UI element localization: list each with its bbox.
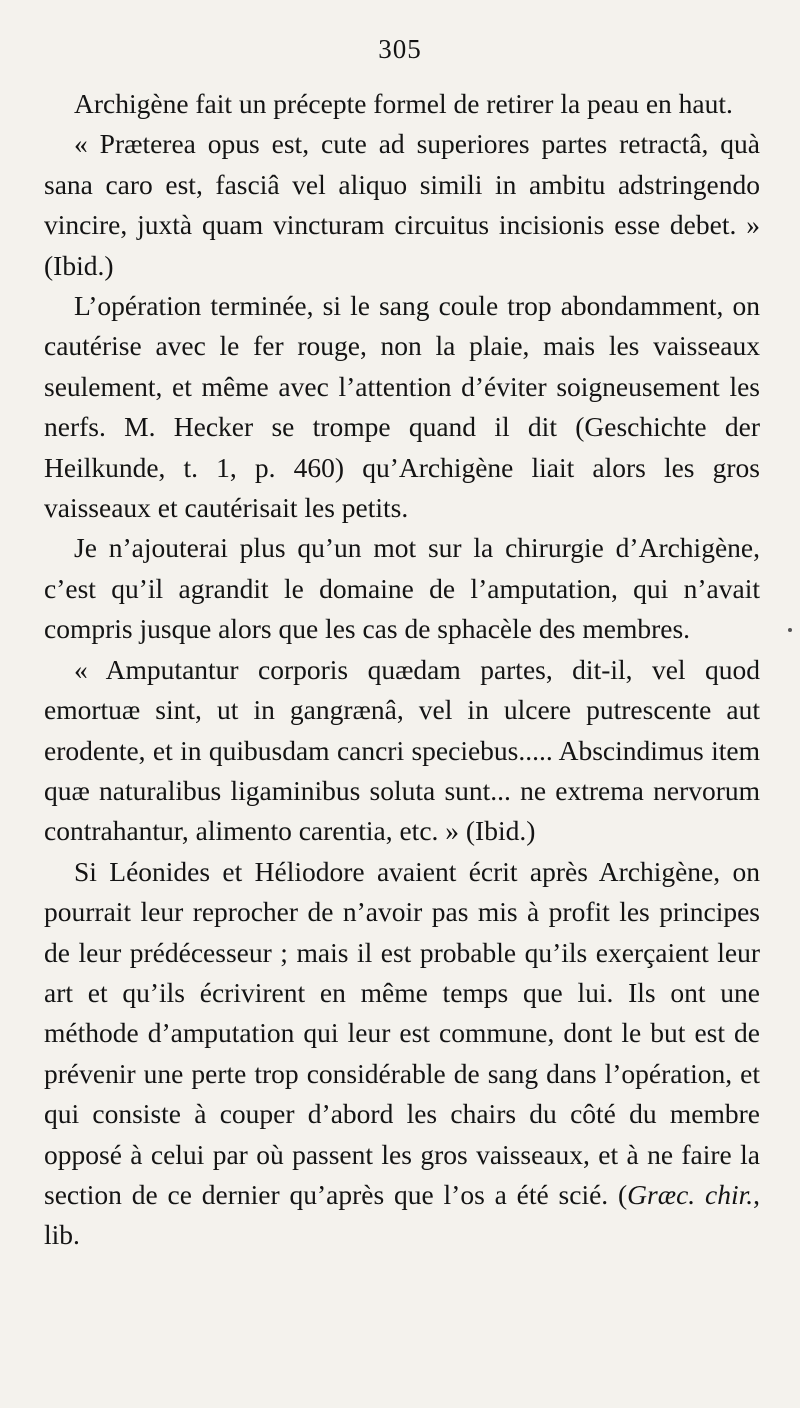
paragraph-2: « Præterea opus est, cute ad superiores partes retractâ, quà sana caro est, fasciâ vel aliquo simili in ambitu adstringendo vincire, juxtà quam vincturam circuitus incisionis esse debet. » (Ibid.) xyxy=(44,128,760,281)
paragraph-6-tail: , lib. xyxy=(44,1178,760,1251)
page-number: 305 xyxy=(378,34,422,64)
paragraph-3: L’opération terminée, si le sang coule trop abondamment, on cautérise avec le fer rouge, non la plaie, mais les vaisseaux seulement, et même avec l’attention d’éviter soigneusement les nerfs. M. Hecker se trompe quand il dit (Geschichte der Heilkunde, t. 1, p. 460) qu’Archigène liait alors les gros vaisseaux et cautérisait les petits. xyxy=(44,290,760,524)
paragraph-6 xyxy=(44,852,760,1256)
paragraph-1: Archigène fait un précepte formel de retirer la peau en haut. xyxy=(74,88,733,119)
citation-title: Græc. chir. xyxy=(627,1178,754,1210)
paragraph-4: Je n’ajouterai plus qu’un mot sur la chirurgie d’Archigène, c’est qu’il agrandit le domaine de l’amputation, qui n’avait compris jusque alors que les cas de sphacèle des membres. xyxy=(44,532,760,645)
ink-speck xyxy=(788,628,792,632)
paragraph-5: « Amputantur corporis quædam partes, dit-il, vel quod emortuæ sint, ut in gangrænâ, vel in ulcere putrescente aut erodente, et in quibusdam cancri speciebus..... Abscindimus item quæ naturalibus ligaminibus soluta sunt... ne extrema nervorum contrahantur, alimento carentia, etc. » (Ibid.) xyxy=(44,653,760,847)
paragraph-6-text: Si Léonides et Héliodore avaient écrit après Archigène, on pourrait leur reprocher de n’avoir pas mis à profit les principes de leur prédécesseur ; mais il est probable qu’ils exerçaient leur art et qu’ils écrivirent en même temps que lui. Ils ont une méthode d’amputation qui leur est commune, dont le but est de prévenir une perte trop considérable de sang dans l’opération, et qui consiste à couper d’abord les chairs du côté du membre opposé à celui par où passent les gros vaisseaux, et à ne faire la section de ce dernier qu’après que l’os a été scié. ( xyxy=(44,855,760,1210)
body-text xyxy=(44,84,760,1256)
